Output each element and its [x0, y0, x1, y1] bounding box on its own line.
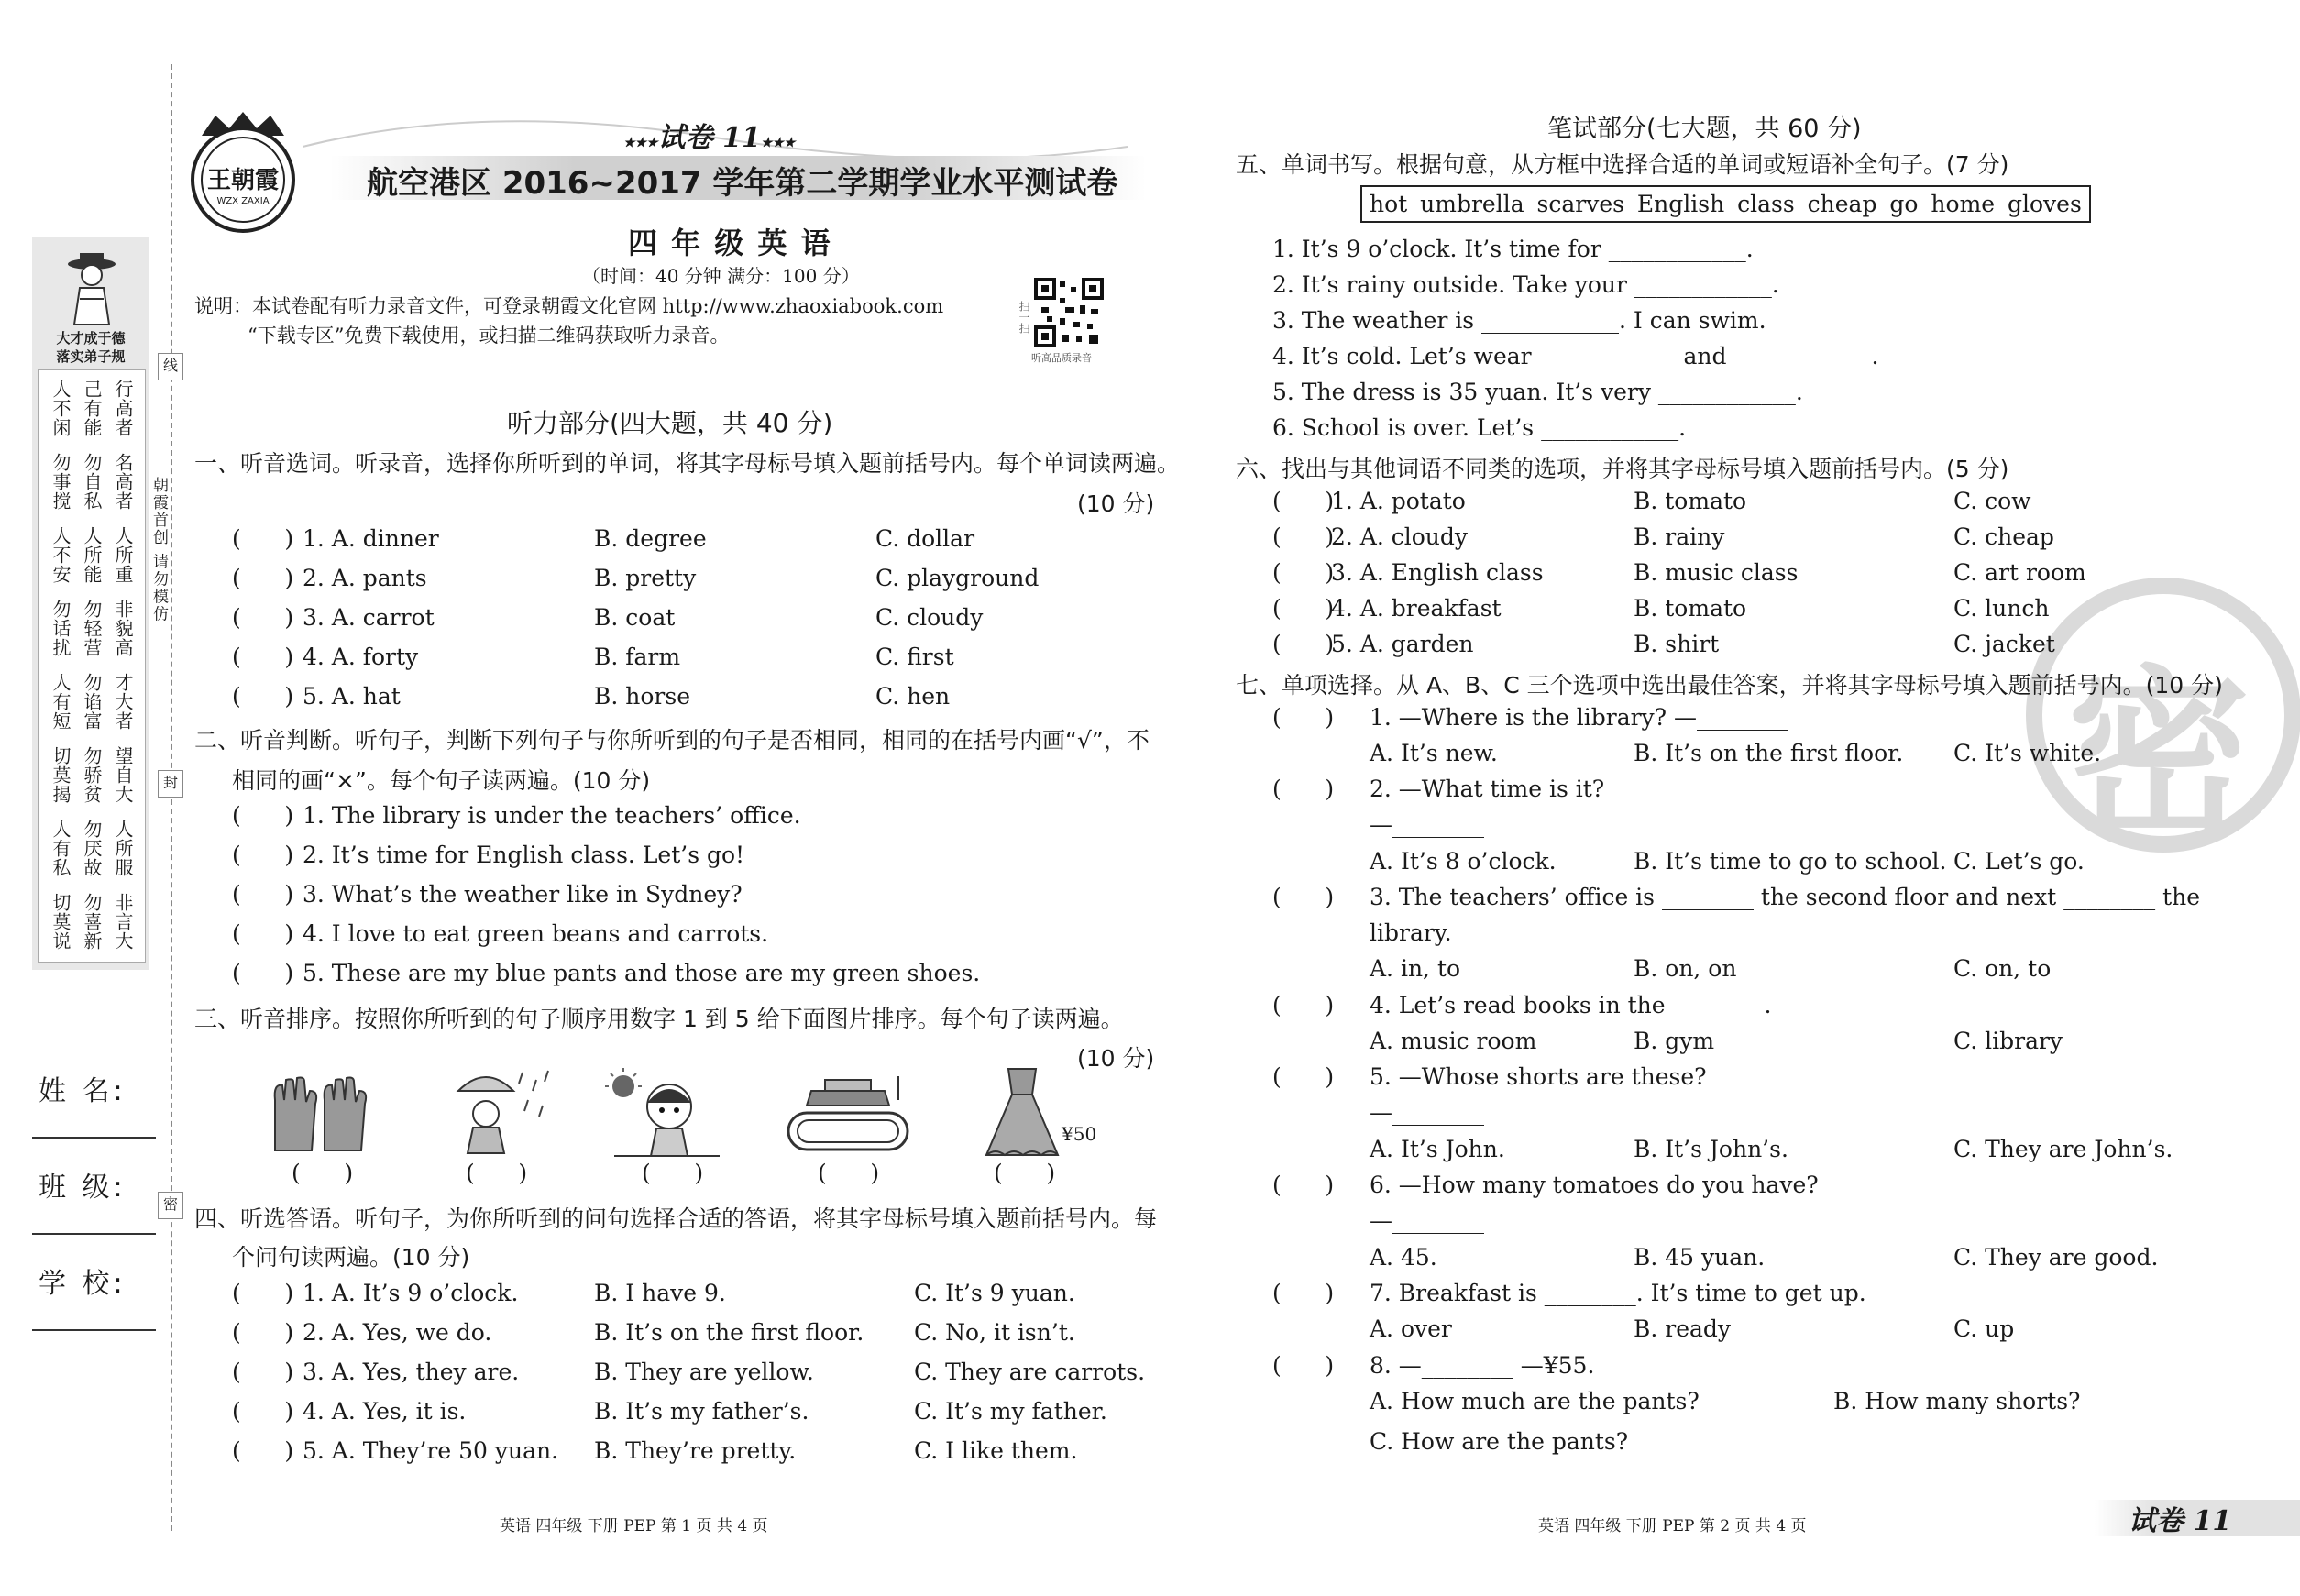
brand-latin: WZX ZAXIA: [216, 196, 270, 206]
s1-item-1: 1. A. dinner: [303, 525, 439, 552]
s7-q7b: B. ready: [1634, 1315, 1732, 1342]
s2-item-1: 1. The library is under the teachers’ office.: [303, 802, 801, 829]
motto-quotes: [38, 369, 146, 963]
time-score: （时间：40 分钟 满分：100 分）: [582, 265, 860, 287]
sidebar-quote-10: 勿话扰: [50, 600, 72, 657]
sidebar-quote-21: 人所服: [112, 820, 134, 877]
s7-q3oa: A. in, to: [1370, 955, 1461, 982]
brand-logo: [183, 108, 303, 237]
sunny-boy-picture: [605, 1068, 724, 1160]
s3-answer-5[interactable]: ( ): [994, 1160, 1056, 1186]
s4-answer-1[interactable]: ( ): [232, 1280, 294, 1306]
qr-side-label: 扫一扫: [1018, 301, 1030, 334]
listening-heading: 听力部分(四大题，共 40 分): [507, 408, 833, 438]
section2-title-1: 二、听音判断。听句子，判断下列句子与你所听到的句子是否相同，相同的在括号内画“√”，不: [194, 727, 1150, 754]
sidebar-quote-13: 人有短: [50, 673, 72, 731]
s7-q3: 3. The teachers’ office is ________ the second floor and next ________ the: [1370, 884, 2201, 910]
class-label: 班 级:: [39, 1172, 127, 1204]
school-label: 学 校:: [39, 1268, 127, 1300]
s7-answer-7[interactable]: ( ): [1272, 1280, 1335, 1306]
s6-option-c-2: C. cheap: [1953, 523, 2054, 550]
s2-item-5: 5. These are my blue pants and those are my green shoes.: [303, 960, 981, 986]
s6-item-1: 1. A. potato: [1331, 488, 1466, 514]
motto-panel: [32, 237, 149, 970]
footer-right: 英语 四年级 下册 PEP 第 2 页 共 4 页: [1538, 1517, 1807, 1535]
s6-option-b-3: B. music class: [1634, 559, 1799, 586]
sidebar-quote-8: 人所能: [81, 526, 103, 584]
copyright-note: 朝霞首创 请勿模仿: [149, 477, 168, 623]
sidebar-quote-14: 勿谄富: [81, 673, 103, 731]
fold-label-1: 线: [158, 353, 183, 380]
s4-item-5: 5. A. They’re 50 yuan.: [303, 1437, 559, 1464]
s7-q5: 5. —Whose shorts are these?: [1370, 1063, 1707, 1090]
s7-answer-1[interactable]: ( ): [1272, 704, 1335, 731]
footer-badge: 试卷 11: [2129, 1505, 2232, 1537]
s7-q7c: C. up: [1953, 1315, 2015, 1342]
s7-q6a: A. 45.: [1370, 1244, 1437, 1271]
s4-answer-4[interactable]: ( ): [232, 1398, 294, 1425]
writing-heading: 笔试部分(七大题，共 60 分): [1547, 115, 1862, 143]
s7-q4a: A. music room: [1370, 1028, 1537, 1054]
s6-item-2: 2. A. cloudy: [1331, 523, 1469, 550]
s7-answer-6[interactable]: ( ): [1272, 1172, 1335, 1198]
rainy-picture: [449, 1063, 559, 1155]
sidebar-quote-20: 勿厌故: [81, 820, 103, 877]
section6-title: 六、找出与其他词语不同类的选项，并将其字母标号填入题前括号内。(5 分): [1236, 456, 2009, 482]
s5-item-3: 3. The weather is ____________. I can swim.: [1272, 307, 1766, 334]
s7-q6c: C. They are good.: [1953, 1244, 2159, 1271]
s4-option-b-1: B. I have 9.: [594, 1280, 726, 1306]
s7-q6: 6. —How many tomatoes do you have?: [1370, 1172, 1819, 1198]
s6-answer-2[interactable]: ( ): [1272, 523, 1335, 550]
s7-q3ob: B. on, on: [1634, 955, 1737, 982]
s7-q2b: B. It’s time to go to school.: [1634, 848, 1947, 875]
sidebar-quote-11: 勿轻营: [81, 600, 103, 657]
gloves-picture: [266, 1073, 376, 1155]
sidebar-quote-23: 勿喜新: [81, 893, 103, 951]
s4-answer-5[interactable]: ( ): [232, 1437, 294, 1464]
s6-option-b-2: B. rainy: [1634, 523, 1725, 550]
s4-item-2: 2. A. Yes, we do.: [303, 1319, 492, 1346]
s1-option-c-3: C. cloudy: [875, 604, 984, 631]
s6-option-c-3: C. art room: [1953, 559, 2086, 586]
s2-answer-5[interactable]: ( ): [232, 960, 294, 986]
s2-answer-2[interactable]: ( ): [232, 842, 294, 868]
word-bank: hot umbrella scarves English class cheap go home gloves: [1360, 185, 2091, 223]
s6-option-b-5: B. shirt: [1634, 631, 1720, 657]
sidebar-quote-1: 人不闲: [50, 380, 72, 437]
s7-q8: 8. —________ —¥55.: [1370, 1352, 1595, 1379]
s7-answer-2[interactable]: ( ): [1272, 776, 1335, 802]
motto-line-1: 大才成于德: [56, 330, 126, 347]
s7-q5a: A. It’s John.: [1370, 1136, 1505, 1162]
binding-line: [171, 64, 172, 1531]
s4-option-c-1: C. It’s 9 yuan.: [914, 1280, 1075, 1306]
s1-option-c-2: C. playground: [875, 565, 1040, 591]
watermark-char: 密: [2067, 648, 2251, 864]
dress-picture: [981, 1063, 1063, 1160]
qr-code-icon[interactable]: [1034, 278, 1104, 347]
qr-caption: 听高品质录音: [1031, 352, 1092, 364]
s5-item-1: 1. It’s 9 o’clock. It’s time for ____________.: [1272, 236, 1754, 262]
s1-item-3: 3. A. carrot: [303, 604, 435, 631]
s4-item-1: 1. A. It’s 9 o’clock.: [303, 1280, 519, 1306]
sidebar-quote-15: 才大者: [112, 673, 134, 731]
section4-title-1: 四、听选答语。听句子，为你所听到的问句选择合适的答语，将其字母标号填入题前括号内。每: [194, 1205, 1158, 1232]
s1-option-b-3: B. coat: [594, 604, 676, 631]
sidebar-quote-9: 人所重: [112, 526, 134, 584]
motto-line-2: 落实弟子规: [56, 348, 126, 365]
s7-q6b: B. 45 yuan.: [1634, 1244, 1766, 1271]
s6-item-3: 3. A. English class: [1331, 559, 1544, 586]
s1-answer-5[interactable]: ( ): [232, 683, 294, 710]
s7-q3oc: C. on, to: [1953, 955, 2052, 982]
s7-q4: 4. Let’s read books in the ________.: [1370, 992, 1772, 1018]
section3-score: (10 分): [1077, 1045, 1155, 1072]
s6-option-b-1: B. tomato: [1634, 488, 1747, 514]
footer-left: 英语 四年级 下册 PEP 第 1 页 共 4 页: [500, 1517, 768, 1535]
s1-option-c-4: C. first: [875, 644, 954, 670]
s4-item-4: 4. A. Yes, it is.: [303, 1398, 467, 1425]
s4-option-b-3: B. They are yellow.: [594, 1359, 814, 1385]
s6-option-b-4: B. tomato: [1634, 595, 1747, 622]
s1-option-b-1: B. degree: [594, 525, 707, 552]
s7-q1c: C. It’s white.: [1953, 740, 2102, 766]
sidebar-quote-4: 勿事搅: [50, 453, 72, 511]
subject-title: 四 年 级 英 语: [628, 226, 832, 260]
s1-option-c-5: C. hen: [875, 683, 951, 710]
sidebar-quote-5: 勿自私: [81, 453, 103, 511]
s6-option-c-5: C. jacket: [1953, 631, 2055, 657]
s7-q8c: C. How are the pants?: [1370, 1428, 1629, 1455]
s7-q1a: A. It’s new.: [1370, 740, 1498, 766]
sidebar-quote-17: 勿骄贫: [81, 746, 103, 804]
section5-title: 五、单词书写。根据句意，从方框中选择合适的单词或短语补全句子。(7 分): [1236, 151, 2009, 178]
s2-item-3: 3. What’s the weather like in Sydney?: [303, 881, 743, 908]
s7-q1: 1. —Where is the library? —________: [1370, 704, 1789, 731]
s6-answer-1[interactable]: ( ): [1272, 488, 1335, 514]
sidebar-quote-7: 人不安: [50, 526, 72, 584]
s7-q4c: C. library: [1953, 1028, 2063, 1054]
section1-score: (10 分): [1077, 490, 1155, 517]
s2-item-4: 4. I love to eat green beans and carrots.: [303, 920, 769, 947]
s4-option-c-2: C. No, it isn’t.: [914, 1319, 1075, 1346]
s5-item-2: 2. It’s rainy outside. Take your ____________.: [1272, 271, 1779, 298]
sidebar-quote-2: 己有能: [81, 380, 103, 437]
sidebar-quote-18: 望自大: [112, 746, 134, 804]
price-tag: ¥50: [1062, 1123, 1097, 1145]
s6-answer-4[interactable]: ( ): [1272, 595, 1335, 622]
playground-picture: [784, 1073, 912, 1155]
class-input-line[interactable]: [32, 1233, 156, 1235]
s1-option-c-1: C. dollar: [875, 525, 975, 552]
s1-option-b-5: B. horse: [594, 683, 690, 710]
s7-q1b: B. It’s on the first floor.: [1634, 740, 1904, 766]
s4-option-c-5: C. I like them.: [914, 1437, 1078, 1464]
sidebar-quote-12: 非貌高: [112, 600, 134, 657]
s1-answer-1[interactable]: ( ): [232, 525, 294, 552]
fold-label-3: 密: [158, 1192, 183, 1219]
s7-q8a: A. How much are the pants?: [1370, 1388, 1700, 1414]
s7-q7: 7. Breakfast is ________. It’s time to get up.: [1370, 1280, 1866, 1306]
note-line-1: 说明：本试卷配有听力录音文件，可登录朝霞文化官网 http://www.zhaoxiabook.com: [194, 295, 944, 317]
sidebar-quote-6: 名高者: [112, 453, 134, 511]
s1-option-b-4: B. farm: [594, 644, 681, 670]
s7-q2a: A. It’s 8 o’clock.: [1370, 848, 1557, 875]
s1-answer-3[interactable]: ( ): [232, 604, 294, 631]
s1-item-5: 5. A. hat: [303, 683, 401, 710]
s4-option-c-3: C. They are carrots.: [914, 1359, 1146, 1385]
s7-q5blank: —________: [1370, 1099, 1484, 1126]
s4-option-c-4: C. It’s my father.: [914, 1398, 1107, 1425]
sidebar-quote-16: 切莫揭: [50, 746, 72, 804]
s1-item-2: 2. A. pants: [303, 565, 427, 591]
exam-title: 航空港区 2016~2017 学年第二学期学业水平测试卷: [367, 165, 1118, 202]
sidebar-quote-22: 切莫说: [50, 893, 72, 951]
s1-option-b-2: B. pretty: [594, 565, 697, 591]
s3-answer-3[interactable]: ( ): [642, 1160, 704, 1186]
s5-item-6: 6. School is over. Let’s ____________.: [1272, 414, 1687, 441]
name-label: 姓 名:: [39, 1075, 127, 1107]
s7-q4b: B. gym: [1634, 1028, 1715, 1054]
section4-title-2: 个问句读两遍。(10 分): [232, 1244, 470, 1271]
s7-q6blank: —________: [1370, 1207, 1484, 1234]
section1-title: 一、听音选词。听录音，选择你所听到的单词，将其字母标号填入题前括号内。每个单词读两遍。: [194, 450, 1181, 477]
brand-name: 王朝霞: [206, 167, 279, 194]
s7-q3b: library.: [1370, 919, 1452, 946]
s7-answer-3[interactable]: ( ): [1272, 884, 1335, 910]
s4-item-3: 3. A. Yes, they are.: [303, 1359, 520, 1385]
s6-option-c-4: C. lunch: [1953, 595, 2050, 622]
section3-title: 三、听音排序。按照你所听到的句子顺序用数字 1 到 5 给下面图片排序。每个句子读两遍。: [194, 1006, 1124, 1032]
name-input-line[interactable]: [32, 1137, 156, 1139]
s1-item-4: 4. A. forty: [303, 644, 419, 670]
s7-q5c: C. They are John’s.: [1953, 1136, 2173, 1162]
s4-option-b-2: B. It’s on the first floor.: [594, 1319, 864, 1346]
sidebar-quote-19: 人有私: [50, 820, 72, 877]
s6-option-c-1: C. cow: [1953, 488, 2031, 514]
s7-answer-8[interactable]: ( ): [1272, 1352, 1335, 1379]
s7-q5b: B. It’s John’s.: [1634, 1136, 1788, 1162]
s7-q2blank: —________: [1370, 811, 1484, 838]
s4-answer-2[interactable]: ( ): [232, 1319, 294, 1346]
s4-option-b-5: B. They’re pretty.: [594, 1437, 797, 1464]
s7-answer-5[interactable]: ( ): [1272, 1063, 1335, 1090]
s4-answer-3[interactable]: ( ): [232, 1359, 294, 1385]
s2-answer-3[interactable]: ( ): [232, 881, 294, 908]
section7-title: 七、单项选择。从 A、B、C 三个选项中选出最佳答案，并将其字母标号填入题前括号内。(10 分): [1236, 672, 2223, 699]
scholar-figure-icon: [54, 244, 129, 326]
s3-answer-4[interactable]: ( ): [818, 1160, 880, 1186]
s1-answer-2[interactable]: ( ): [232, 565, 294, 591]
s7-q2c: C. Let’s go.: [1953, 848, 2085, 875]
s7-answer-4[interactable]: ( ): [1272, 992, 1335, 1018]
s7-q8b: B. How many shorts?: [1833, 1388, 2081, 1414]
note-line-2: “下载专区”免费下载使用，或扫描二维码获取听力录音。: [248, 325, 730, 347]
s6-answer-3[interactable]: ( ): [1272, 559, 1335, 586]
s3-answer-2[interactable]: ( ): [466, 1160, 528, 1186]
s1-answer-4[interactable]: ( ): [232, 644, 294, 670]
s6-item-4: 4. A. breakfast: [1331, 595, 1502, 622]
sidebar-quote-3: 行高者: [112, 380, 134, 437]
s2-item-2: 2. It’s time for English class. Let’s go!: [303, 842, 745, 868]
section2-title-2: 相同的画“×”。每个句子读两遍。(10 分): [232, 767, 651, 794]
s7-q7a: A. over: [1370, 1315, 1452, 1342]
s5-item-5: 5. The dress is 35 yuan. It’s very ____________.: [1272, 379, 1803, 405]
sidebar-quote-24: 非言大: [112, 893, 134, 951]
s4-option-b-4: B. It’s my father’s.: [594, 1398, 809, 1425]
s5-item-4: 4. It’s cold. Let’s wear ____________ and ____________.: [1272, 343, 1879, 369]
s2-answer-4[interactable]: ( ): [232, 920, 294, 947]
s2-answer-1[interactable]: ( ): [232, 802, 294, 829]
paper-badge: ★★★试卷 11★★★: [623, 122, 796, 154]
s3-answer-1[interactable]: ( ): [292, 1160, 354, 1186]
s7-q2: 2. —What time is it?: [1370, 776, 1605, 802]
s6-item-5: 5. A. garden: [1331, 631, 1474, 657]
s6-answer-5[interactable]: ( ): [1272, 631, 1335, 657]
school-input-line[interactable]: [32, 1329, 156, 1331]
fold-label-2: 封: [158, 770, 183, 798]
